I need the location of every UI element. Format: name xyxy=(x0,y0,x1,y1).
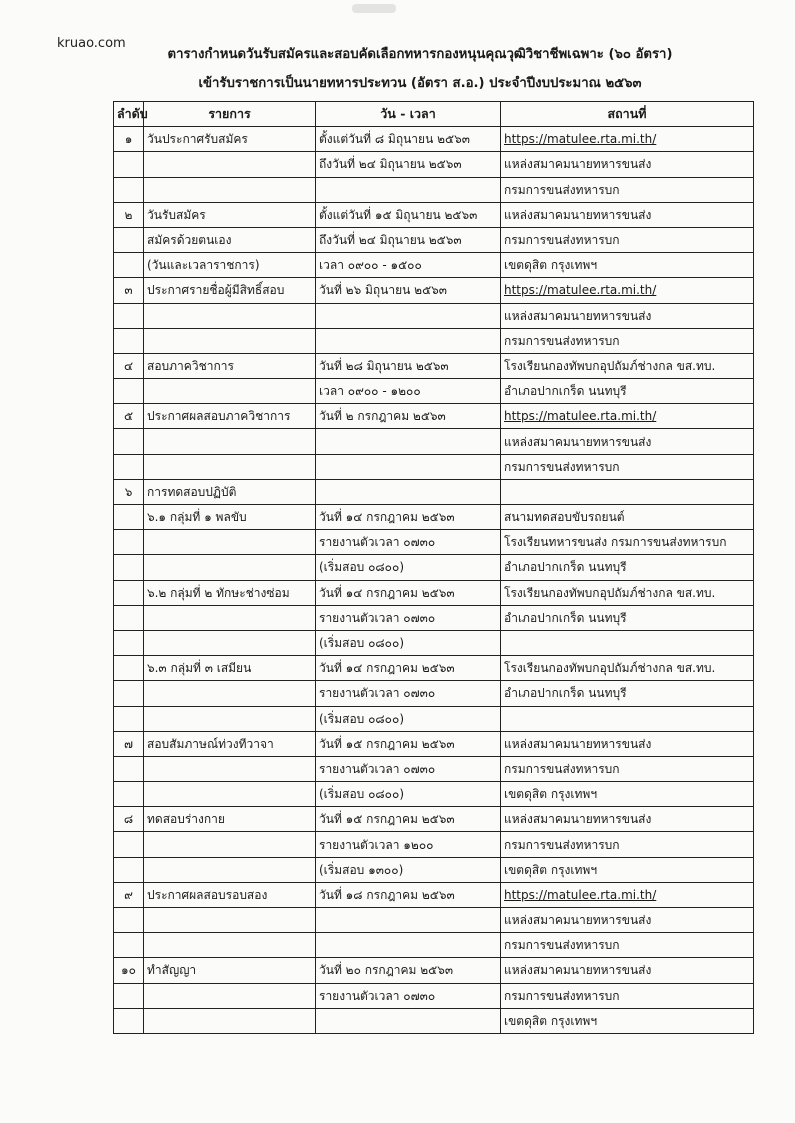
cell-location: แหล่งสมาคมนายทหารขนส่ง xyxy=(501,731,754,756)
cell-order xyxy=(114,429,144,454)
header-order: ลำดับ xyxy=(114,102,144,127)
cell-item xyxy=(144,303,316,328)
header-item: รายการ xyxy=(144,102,316,127)
cell-item xyxy=(144,429,316,454)
cell-order: ๖ xyxy=(114,479,144,504)
cell-item: วันรับสมัคร xyxy=(144,202,316,227)
cell-item: ทดสอบร่างกาย xyxy=(144,807,316,832)
cell-item: การทดสอบปฏิบัติ xyxy=(144,479,316,504)
cell-item: ประกาศผลสอบภาควิชาการ xyxy=(144,404,316,429)
table-row xyxy=(114,328,754,353)
cell-item xyxy=(144,555,316,580)
cell-item: (วันและเวลาราชการ) xyxy=(144,253,316,278)
table-row xyxy=(114,807,754,832)
cell-datetime: (เริ่มสอบ ๐๘๐๐) xyxy=(316,630,501,655)
cell-order xyxy=(114,681,144,706)
cell-datetime xyxy=(316,1008,501,1033)
cell-datetime: เวลา ๐๙๐๐ - ๑๕๐๐ xyxy=(316,253,501,278)
table-row xyxy=(114,933,754,958)
cell-order xyxy=(114,605,144,630)
cell-location: อำเภอปากเกร็ด นนทบุรี xyxy=(501,379,754,404)
cell-datetime: รายงานตัวเวลา ๐๗๓๐ xyxy=(316,681,501,706)
table-row xyxy=(114,782,754,807)
cell-location: อำเภอปากเกร็ด นนทบุรี xyxy=(501,605,754,630)
cell-location xyxy=(501,630,754,655)
cell-order xyxy=(114,908,144,933)
table-row xyxy=(114,706,754,731)
cell-datetime: (เริ่มสอบ ๐๘๐๐) xyxy=(316,782,501,807)
cell-datetime: (เริ่มสอบ ๐๘๐๐) xyxy=(316,555,501,580)
cell-order: ๙ xyxy=(114,882,144,907)
cell-order: ๓ xyxy=(114,278,144,303)
table-row xyxy=(114,605,754,630)
cell-item: ทำสัญญา xyxy=(144,958,316,983)
cell-item: สอบสัมภาษณ์ท่วงทีวาจา xyxy=(144,731,316,756)
cell-order xyxy=(114,706,144,731)
cell-location: แหล่งสมาคมนายทหารขนส่ง xyxy=(501,908,754,933)
cell-location: โรงเรียนกองทัพบกอุปถัมภ์ช่างกล ขส.ทบ. xyxy=(501,656,754,681)
cell-datetime xyxy=(316,933,501,958)
cell-location: โรงเรียนทหารขนส่ง กรมการขนส่งทหารบก xyxy=(501,530,754,555)
cell-datetime xyxy=(316,303,501,328)
cell-location: กรมการขนส่งทหารบก xyxy=(501,328,754,353)
cell-location: อำเภอปากเกร็ด นนทบุรี xyxy=(501,555,754,580)
cell-location: เขตดุสิต กรุงเทพฯ xyxy=(501,857,754,882)
cell-item xyxy=(144,832,316,857)
cell-order xyxy=(114,454,144,479)
cell-item xyxy=(144,681,316,706)
cell-item: ประกาศผลสอบรอบสอง xyxy=(144,882,316,907)
table-row xyxy=(114,882,754,907)
table-row xyxy=(114,227,754,252)
cell-item xyxy=(144,379,316,404)
cell-location: เขตดุสิต กรุงเทพฯ xyxy=(501,1008,754,1033)
cell-location: กรมการขนส่งทหารบก xyxy=(501,177,754,202)
cell-datetime: วันที่ ๑๘ กรกฎาคม ๒๕๖๓ xyxy=(316,882,501,907)
cell-order xyxy=(114,756,144,781)
cell-item xyxy=(144,933,316,958)
cell-order xyxy=(114,983,144,1008)
table-row xyxy=(114,127,754,152)
header-datetime: วัน - เวลา xyxy=(316,102,501,127)
cell-datetime: รายงานตัวเวลา ๐๗๓๐ xyxy=(316,605,501,630)
cell-location: แหล่งสมาคมนายทหารขนส่ง xyxy=(501,152,754,177)
cell-item xyxy=(144,782,316,807)
cell-datetime: วันที่ ๑๕ กรกฎาคม ๒๕๖๓ xyxy=(316,731,501,756)
table-row xyxy=(114,303,754,328)
cell-datetime: เวลา ๐๙๐๐ - ๑๒๐๐ xyxy=(316,379,501,404)
cell-order xyxy=(114,505,144,530)
cell-order xyxy=(114,857,144,882)
cell-datetime: รายงานตัวเวลา ๐๗๓๐ xyxy=(316,756,501,781)
table-row xyxy=(114,505,754,530)
cell-datetime: รายงานตัวเวลา ๐๗๓๐ xyxy=(316,983,501,1008)
cell-order xyxy=(114,328,144,353)
cell-order xyxy=(114,152,144,177)
cell-datetime: (เริ่มสอบ ๐๘๐๐) xyxy=(316,706,501,731)
cell-order: ๒ xyxy=(114,202,144,227)
cell-item: วันประกาศรับสมัคร xyxy=(144,127,316,152)
cell-item: ๖.๓ กลุ่มที่ ๓ เสมียน xyxy=(144,656,316,681)
table-header-row xyxy=(114,102,754,127)
cell-order xyxy=(114,1008,144,1033)
cell-location: กรมการขนส่งทหารบก xyxy=(501,227,754,252)
cell-datetime: วันที่ ๑๔ กรกฎาคม ๒๕๖๓ xyxy=(316,505,501,530)
cell-item: สมัครด้วยตนเอง xyxy=(144,227,316,252)
cell-location: อำเภอปากเกร็ด นนทบุรี xyxy=(501,681,754,706)
cell-datetime: รายงานตัวเวลา ๑๒๐๐ xyxy=(316,832,501,857)
cell-datetime xyxy=(316,908,501,933)
cell-location: กรมการขนส่งทหารบก xyxy=(501,756,754,781)
cell-order xyxy=(114,227,144,252)
cell-order xyxy=(114,630,144,655)
cell-location: โรงเรียนกองทัพบกอุปถัมภ์ช่างกล ขส.ทบ. xyxy=(501,580,754,605)
table-row xyxy=(114,479,754,504)
cell-datetime: วันที่ ๑๕ กรกฎาคม ๒๕๖๓ xyxy=(316,807,501,832)
table-row xyxy=(114,832,754,857)
cell-datetime: วันที่ ๒๐ กรกฎาคม ๒๕๖๓ xyxy=(316,958,501,983)
cell-order xyxy=(114,177,144,202)
table-row xyxy=(114,278,754,303)
cell-datetime xyxy=(316,328,501,353)
table-row xyxy=(114,908,754,933)
cell-item xyxy=(144,630,316,655)
table-row xyxy=(114,177,754,202)
cell-location: กรมการขนส่งทหารบก xyxy=(501,933,754,958)
cell-order: ๗ xyxy=(114,731,144,756)
cell-datetime: วันที่ ๑๔ กรกฎาคม ๒๕๖๓ xyxy=(316,580,501,605)
cell-location: แหล่งสมาคมนายทหารขนส่ง xyxy=(501,202,754,227)
table-row xyxy=(114,253,754,278)
cell-datetime: รายงานตัวเวลา ๐๗๓๐ xyxy=(316,530,501,555)
cell-item: สอบภาควิชาการ xyxy=(144,353,316,378)
cell-order: ๘ xyxy=(114,807,144,832)
table-row xyxy=(114,555,754,580)
table-row xyxy=(114,983,754,1008)
cell-location: เขตดุสิต กรุงเทพฯ xyxy=(501,253,754,278)
cell-datetime xyxy=(316,479,501,504)
cell-location: แหล่งสมาคมนายทหารขนส่ง xyxy=(501,429,754,454)
cell-datetime: ถึงวันที่ ๒๔ มิถุนายน ๒๕๖๓ xyxy=(316,152,501,177)
cell-order: ๔ xyxy=(114,353,144,378)
cell-datetime: ถึงวันที่ ๒๔ มิถุนายน ๒๕๖๓ xyxy=(316,227,501,252)
schedule-body xyxy=(114,127,754,1034)
cell-item xyxy=(144,1008,316,1033)
cell-location: กรมการขนส่งทหารบก xyxy=(501,983,754,1008)
table-row xyxy=(114,681,754,706)
cell-location xyxy=(501,479,754,504)
cell-order: ๑ xyxy=(114,127,144,152)
cell-order xyxy=(114,832,144,857)
cell-location: กรมการขนส่งทหารบก xyxy=(501,454,754,479)
cell-order xyxy=(114,580,144,605)
cell-order xyxy=(114,303,144,328)
cell-location: กรมการขนส่งทหารบก xyxy=(501,832,754,857)
cell-datetime xyxy=(316,454,501,479)
table-row xyxy=(114,202,754,227)
table-row xyxy=(114,353,754,378)
cell-item xyxy=(144,152,316,177)
table-row xyxy=(114,379,754,404)
cell-location: โรงเรียนกองทัพบกอุปถัมภ์ช่างกล ขส.ทบ. xyxy=(501,353,754,378)
cell-datetime: วันที่ ๒๘ มิถุนายน ๒๕๖๓ xyxy=(316,353,501,378)
table-row xyxy=(114,756,754,781)
cell-datetime: วันที่ ๑๔ กรกฎาคม ๒๕๖๓ xyxy=(316,656,501,681)
cell-datetime: ตั้งแต่วันที่ ๘ มิถุนายน ๒๕๖๓ xyxy=(316,127,501,152)
cell-location[interactable]: https://matulee.rta.mi.th/ xyxy=(501,278,754,303)
watermark: kruao.com xyxy=(57,36,126,51)
cell-order xyxy=(114,782,144,807)
cell-location[interactable]: https://matulee.rta.mi.th/ xyxy=(501,127,754,152)
table-row xyxy=(114,580,754,605)
schedule-table xyxy=(113,101,754,1034)
table-row xyxy=(114,1008,754,1033)
cell-item xyxy=(144,908,316,933)
table-row xyxy=(114,429,754,454)
cell-item xyxy=(144,857,316,882)
cell-order xyxy=(114,656,144,681)
cell-location: แหล่งสมาคมนายทหารขนส่ง xyxy=(501,807,754,832)
cell-location: เขตดุสิต กรุงเทพฯ xyxy=(501,782,754,807)
cell-order xyxy=(114,253,144,278)
table-row xyxy=(114,454,754,479)
cell-order xyxy=(114,530,144,555)
document-title: ตารางกำหนดวันรับสมัครและสอบคัดเลือกทหารกองหนุนคุณวุฒิวิชาชีพเฉพาะ (๖๐ อัตรา) xyxy=(167,47,673,62)
cell-datetime xyxy=(316,177,501,202)
cell-location: แหล่งสมาคมนายทหารขนส่ง xyxy=(501,958,754,983)
header-location: สถานที่ xyxy=(501,102,754,127)
cell-order xyxy=(114,555,144,580)
cell-datetime: วันที่ ๒ กรกฎาคม ๒๕๖๓ xyxy=(316,404,501,429)
cell-item xyxy=(144,983,316,1008)
cell-item: ประกาศรายชื่อผู้มีสิทธิ์สอบ xyxy=(144,278,316,303)
cell-datetime: ตั้งแต่วันที่ ๑๕ มิถุนายน ๒๕๖๓ xyxy=(316,202,501,227)
scan-smudge xyxy=(352,4,396,13)
table-row xyxy=(114,958,754,983)
cell-item: ๖.๒ กลุ่มที่ ๒ ทักษะช่างซ่อม xyxy=(144,580,316,605)
cell-location xyxy=(501,706,754,731)
table-row xyxy=(114,152,754,177)
table-row xyxy=(114,857,754,882)
cell-item: ๖.๑ กลุ่มที่ ๑ พลขับ xyxy=(144,505,316,530)
table-row xyxy=(114,731,754,756)
cell-location: สนามทดสอบขับรถยนต์ xyxy=(501,505,754,530)
cell-datetime: (เริ่มสอบ ๑๓๐๐) xyxy=(316,857,501,882)
table-row xyxy=(114,404,754,429)
cell-item xyxy=(144,605,316,630)
cell-item xyxy=(144,454,316,479)
cell-location[interactable]: https://matulee.rta.mi.th/ xyxy=(501,404,754,429)
cell-location: แหล่งสมาคมนายทหารขนส่ง xyxy=(501,303,754,328)
cell-item xyxy=(144,530,316,555)
cell-item xyxy=(144,177,316,202)
cell-item xyxy=(144,328,316,353)
cell-item xyxy=(144,756,316,781)
cell-datetime: วันที่ ๒๖ มิถุนายน ๒๕๖๓ xyxy=(316,278,501,303)
table-row xyxy=(114,656,754,681)
cell-item xyxy=(144,706,316,731)
document-subtitle: เข้ารับราชการเป็นนายทหารประทวน (อัตรา ส.อ.) ประจำปีงบประมาณ ๒๕๖๓ xyxy=(198,76,642,91)
cell-datetime xyxy=(316,429,501,454)
cell-order: ๑๐ xyxy=(114,958,144,983)
cell-order xyxy=(114,379,144,404)
table-row xyxy=(114,530,754,555)
table-row xyxy=(114,630,754,655)
cell-location[interactable]: https://matulee.rta.mi.th/ xyxy=(501,882,754,907)
cell-order xyxy=(114,933,144,958)
cell-order: ๕ xyxy=(114,404,144,429)
